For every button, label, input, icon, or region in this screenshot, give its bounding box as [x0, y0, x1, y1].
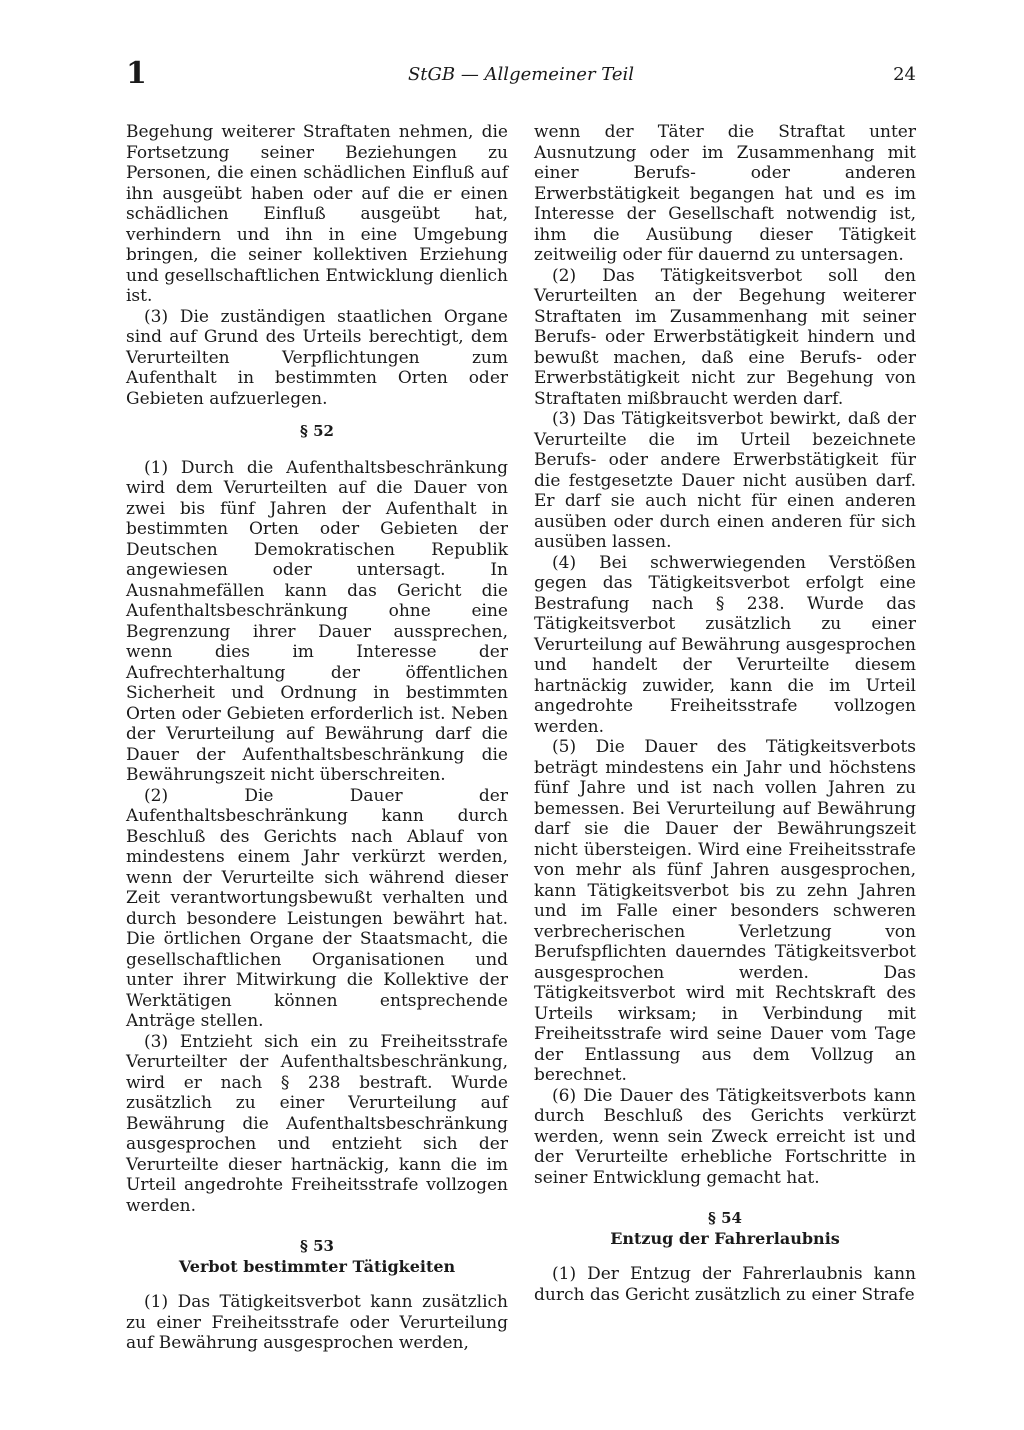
left-column: [126, 122, 508, 1354]
paragraph-53-4: (4) Bei schwerwiegenden Verstößen gegen das Tätigkeitsverbot erfolgt eine Bestrafung nach § 238. Wurde das Tätigkeitsverbot zusätzlich zu einer Verurteilung auf Bewährung ausgesprochen und handelt der Verurteilte diesem hartnäckig zuwider, kann die im Urteil angedrohte Freiheitsstrafe vollzogen werden.: [534, 552, 916, 737]
paragraph-54-1-start: (1) Der Entzug der Fahrerlaubnis kann durch das Gericht zusätzlich zu einer Strafe: [534, 1264, 916, 1305]
running-title: StGB — Allgemeiner Teil: [407, 64, 635, 85]
paragraph-51-3: (3) Die zuständigen staatlichen Organe sind auf Grund des Urteils berechtigt, dem Verurteilten Verpflichtungen zum Aufenthalt in bestimmten Orten oder Gebieten aufzuerlegen.: [126, 306, 508, 409]
paragraph-53-6: (6) Die Dauer des Tätigkeitsverbots kann durch Beschluß des Gerichts verkürzt werden, wenn sein Zweck erreicht ist und der Verurteilte erhebliche Fortschritte in seiner Entwicklung gemacht hat.: [534, 1085, 916, 1188]
section-54-heading: § 54: [708, 1209, 742, 1227]
paragraph-53-5: (5) Die Dauer des Tätigkeitsverbots beträgt mindestens ein Jahr und höchstens fünf Jahre und ist nach vollen Jahren zu bemessen. Bei Verurteilung auf Bewährung darf sie die Dauer der Bewährungszeit nicht übersteigen. Wird eine Freiheitsstrafe von mehr als fünf Jahren ausgesprochen, kann Tätigkeitsverbot bis zu zehn Jahren und im Falle einer besonders schweren verbrecherischen Verletzung von Berufspflichten dauerndes Tätigkeitsverbot ausgesprochen werden. Das Tätigkeitsverbot wird mit Rechtskraft des Urteils wirksam; in Verbindung mit Freiheitsstrafe wird seine Dauer vom Tage der Entlassung aus dem Vollzug an berechnet.: [534, 737, 916, 1085]
right-column: [534, 122, 916, 1305]
paragraph-52-2: (2) Die Dauer der Aufenthaltsbeschränkung kann durch Beschluß des Gerichts nach Ablauf von mindestens einem Jahr verkürzt werden, wenn der Verurteilte sich während dieser Zeit verantwortungsbewußt verhalten und durch besondere Leistungen bewährt hat. Die örtlichen Organe der Staatsmacht, die gesellschaftlichen Organisationen und unter ihrer Mitwirkung die Kollektive der Werktätigen können entsprechende Anträge stellen.: [126, 785, 508, 1031]
paragraph-53-1-continuation: wenn der Täter die Straftat unter Ausnutzung oder im Zusammenhang mit einer Berufs- oder anderen Erwerbstätigkeit begangen hat und es im Interesse der Gesellschaft notwendig ist, ihm die Ausübung dieser Tätigkeit zeitweilig oder für dauernd zu untersagen.: [534, 122, 916, 265]
section-52-heading: § 52: [300, 422, 334, 440]
paragraph-53-3: (3) Das Tätigkeitsverbot bewirkt, daß der Verurteilte die im Urteil bezeichnete Berufs- oder andere Erwerbstätigkeit für die festgesetzte Dauer nicht ausüben darf. Er darf sie auch nicht für einen anderen ausüben oder durch einen anderen für sich ausüben lassen.: [534, 409, 916, 552]
section-53-heading-block: [126, 1236, 508, 1278]
page-number: 24: [893, 64, 916, 85]
section-54-title: Entzug der Fahrerlaubnis: [610, 1229, 840, 1248]
paragraph-53-1-start: (1) Das Tätigkeitsverbot kann zusätzlich zu einer Freiheitsstrafe oder Verurteilung auf Bewährung ausgesprochen werden,: [126, 1292, 508, 1353]
page-header: [126, 56, 916, 92]
paragraph-52-3: (3) Entzieht sich ein zu Freiheitsstrafe Verurteilter der Aufenthaltsbeschränkung, wird er nach § 238 bestraft. Wurde zusätzlich zu einer Verurteilung auf Bewährung die Aufenthaltsbeschränkung ausgesprochen und entzieht sich der Verurteilte dieser hartnäckig, kann die im Urteil angedrohte Freiheitsstrafe vollzogen werden.: [126, 1031, 508, 1216]
paragraph-continuation: Begehung weiterer Straftaten nehmen, die Fortsetzung seiner Beziehungen zu Personen, die einen schädlichen Einfluß auf ihn ausgeübt haben oder auf die er einen schädlichen Einfluß ausgeübt hat, verhindern und ihn in eine Umgebung bringen, die seiner kollektiven Erziehung und gesellschaftlichen Entwicklung dienlich ist.: [126, 122, 508, 306]
paragraph-52-1: (1) Durch die Aufenthaltsbeschränkung wird dem Verurteilten auf die Dauer von zwei bis fünf Jahren der Aufenthalt in bestimmten Orten oder Gebieten der Deutschen Demokratischen Republik angewiesen oder untersagt. In Ausnahmefällen kann das Gericht die Aufenthaltsbeschränkung ohne eine Begrenzung ihrer Dauer aussprechen, wenn dies im Interesse der Aufrechterhaltung der öffentlichen Sicherheit und Ordnung in bestimmten Orten oder Gebieten erforderlich ist. Neben der Verurteilung auf Bewährung darf die Dauer der Aufenthaltsbeschränkung die Bewährungszeit nicht überschreiten.: [126, 457, 508, 785]
paragraph-53-2: (2) Das Tätigkeitsverbot soll den Verurteilten an der Begehung weiterer Straftaten im Zusammenhang mit seiner Berufs- oder Erwerbstätigkeit hindern und bewußt machen, daß eine Berufs- oder Erwerbstätigkeit nicht zur Begehung von Straftaten mißbraucht werden darf.: [534, 265, 916, 409]
section-53-heading: § 53: [300, 1237, 334, 1255]
chapter-number: 1: [126, 56, 147, 91]
section-54-heading-block: [534, 1208, 916, 1250]
section-53-title: Verbot bestimmter Tätigkeiten: [178, 1257, 456, 1276]
